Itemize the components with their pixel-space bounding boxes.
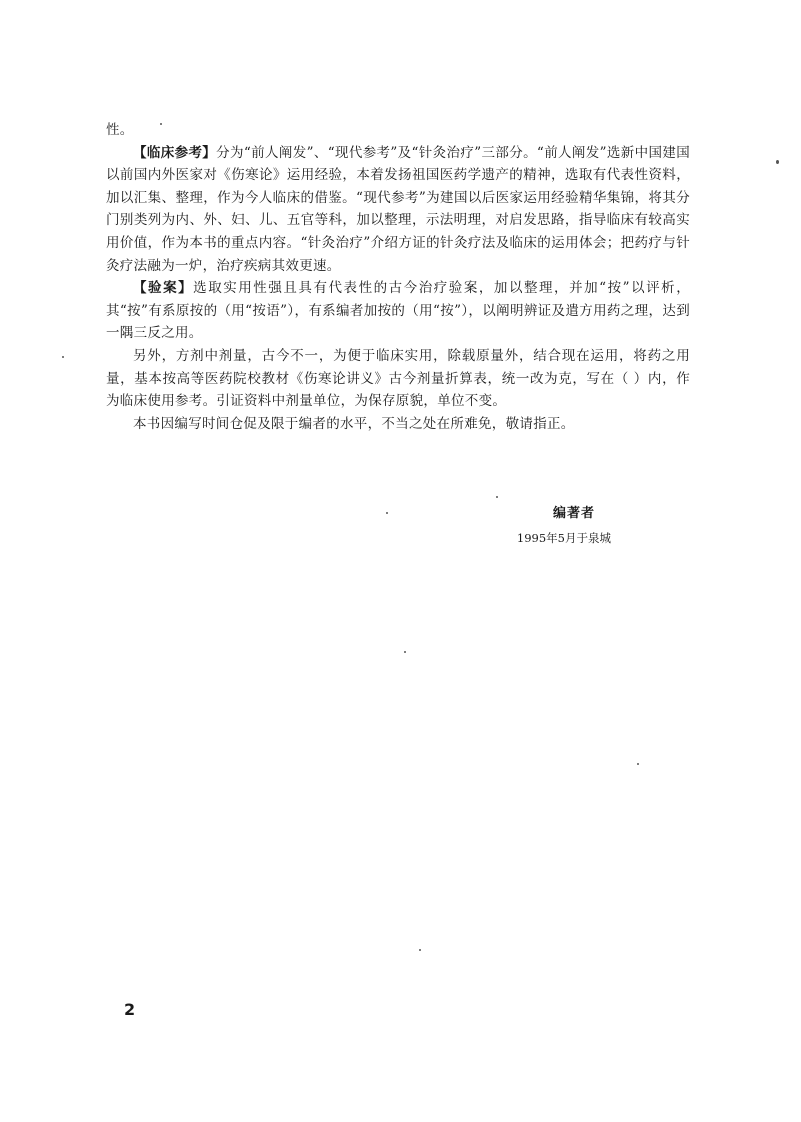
scan-speck xyxy=(419,949,421,951)
scan-speck xyxy=(62,356,64,358)
paragraph-continuation xyxy=(106,119,690,142)
body-text-run: 本书因编写时间仓促及限于编者的水平，不当之处在所难免，敬请指正。 xyxy=(133,415,575,432)
author-signature: 编著者 xyxy=(552,506,595,521)
scan-speck xyxy=(496,496,498,498)
signoff-block xyxy=(517,502,611,550)
scan-speck xyxy=(404,651,406,653)
body-text-run: 另外，方剂中剂量，古今不一，为便于临床实用，除载原量外，结合现在运用，将药之用量，基本按高等医药院校教材《伤寒论讲义》古今剂量折算表，统一改为克，写在（ ）内，作为临床使用参考。引证资料中剂量单位，为保存原貌，单位不变。 xyxy=(106,347,690,410)
scan-speck xyxy=(776,160,779,164)
body-text-run: 选取实用性强且具有代表性的古今治疗验案，加以整理，并加“按”以评析，其“按”有系原按的（用“按语”），有系编者加按的（用“按”），以阐明辨证及遣方用药之理，达到一隅三反之用。 xyxy=(106,280,690,342)
page-number: 2 xyxy=(124,1000,136,1019)
scan-speck xyxy=(160,123,162,125)
body-text xyxy=(106,119,690,435)
signoff-date: 1995年5月于泉城 xyxy=(516,531,611,545)
body-text-run: 分为“前人阐发”、“现代参考”及“针灸治疗”三部分。“前人阐发”选新中国建国以前国内外医家对《伤寒论》运用经验，本着发扬祖国医药学遗产的精神，选取有代表性资料，加以汇集、整理，作为今人临床的借鉴。“现代参考”为建国以后医家运用经验精华集锦，将其分门别类列为内、外、妇、儿、五官等科，加以整理，示法明理，对启发思路，指导临床有较高实用价值，作为本书的重点内容。“针灸治疗”介绍方证的针灸疗法及临床的运用体会；把药疗与针灸疗法融为一炉，治疗疾病其效更速。 xyxy=(106,144,690,274)
paragraph-closing-remark xyxy=(106,413,690,436)
section-label: 【临床参考】 xyxy=(133,144,217,161)
paragraph-clinical-reference xyxy=(106,142,690,278)
scan-speck xyxy=(637,763,639,765)
scan-speck xyxy=(386,512,388,514)
paragraph-case-records xyxy=(106,277,690,345)
body-text-run: 性。 xyxy=(106,122,134,138)
paragraph-dosage-note xyxy=(106,345,690,413)
section-label: 【验案】 xyxy=(133,280,194,297)
